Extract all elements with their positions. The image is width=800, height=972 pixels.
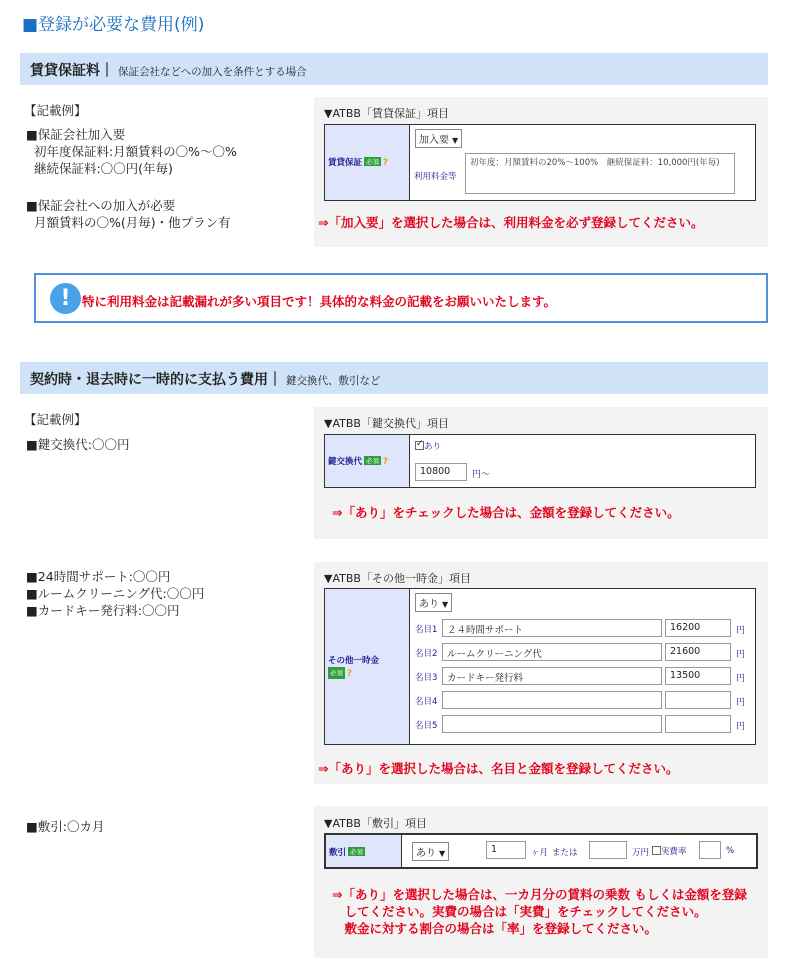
shikibiki-actual-label: 実費 [661, 847, 679, 857]
other-row-label: 名目2 [415, 649, 438, 659]
shikibiki-rate-input[interactable] [699, 841, 721, 859]
key-amount-unit: 円～ [472, 470, 491, 480]
shikibiki-or-text: または [552, 848, 578, 858]
atbb-guarantee-panel [314, 97, 768, 247]
other-row-yen-unit: 円 [736, 650, 746, 660]
other-row-yen-unit: 円 [736, 698, 746, 708]
atbb-other-panel [314, 562, 768, 784]
chevron-down-icon: ▼ [439, 849, 446, 858]
shikibiki-form [324, 833, 758, 869]
help-icon[interactable]: ? [383, 457, 388, 467]
page-title: ■登録が必要な費用(例) [22, 15, 205, 35]
shikibiki-select-value: あり [416, 848, 436, 859]
shikibiki-actual-checkbox[interactable] [652, 846, 661, 855]
shikibiki-label-text: 敷引 [329, 848, 347, 858]
panel-title: ▼ATBB「賃貸保証」項目 [324, 107, 449, 120]
example-bullets-guarantee-2: ■保証会社への加入が必要 月額賃料の〇%(月毎)・他プラン有 [26, 198, 231, 230]
section-header-guarantee [20, 53, 768, 85]
section-header-title: 賃貸保証料｜ [30, 63, 114, 79]
other-row-name-input[interactable] [442, 715, 662, 733]
section-header-title: 契約時・退去時に一時的に支払う費用｜ [30, 372, 282, 388]
guarantee-form [324, 124, 756, 201]
key-checkbox-label: あり [424, 442, 442, 452]
other-row-amount-input[interactable] [665, 691, 731, 709]
other-form [324, 588, 756, 745]
section-header-subtitle: 鍵交換代、敷引など [286, 375, 381, 387]
other-row-name-input[interactable]: ルームクリーニング代 [442, 643, 662, 661]
shikibiki-percent: % [726, 846, 735, 856]
example-bullet-shikibiki: ■敷引:〇カ月 [26, 819, 105, 834]
other-row-amount-input[interactable]: 16200 [665, 619, 731, 637]
panel-title: ▼ATBB「その他一時金」項目 [324, 572, 471, 585]
chevron-down-icon: ▼ [452, 136, 459, 145]
other-row-amount-input[interactable]: 13500 [665, 667, 731, 685]
shikibiki-form-label [326, 835, 402, 867]
shikibiki-rate-label: 率 [678, 847, 687, 857]
shikibiki-manyen-unit: 万円 [632, 848, 650, 858]
other-row-yen-unit: 円 [736, 674, 746, 684]
other-row-label: 名目1 [415, 625, 438, 635]
key-checkbox-wrap[interactable] [415, 440, 441, 452]
example-bullets-other: ■24時間サポート:〇〇円 ■ルームクリーニング代:〇〇円 ■カードキー発行料:〇〇円 [26, 569, 205, 618]
other-row-label: 名目5 [415, 721, 438, 731]
shikibiki-months-unit: ヶ月 [531, 848, 549, 858]
other-row-amount-input[interactable]: 21600 [665, 643, 731, 661]
example-label: 【記載例】 [24, 412, 87, 427]
atbb-shikibiki-panel [314, 806, 768, 958]
key-note: ⇒「あり」をチェックした場合は、金額を登録してください。 [332, 505, 680, 520]
guarantee-select[interactable] [415, 129, 462, 148]
other-row-label: 名目3 [415, 673, 438, 683]
help-icon[interactable]: ? [383, 158, 388, 168]
shikibiki-months-input[interactable]: 1 [486, 841, 526, 859]
key-checkbox[interactable] [415, 441, 424, 450]
alert-box [34, 273, 768, 323]
other-row-yen-unit: 円 [736, 722, 746, 732]
shikibiki-amount-input[interactable] [589, 841, 627, 859]
section-header-subtitle: 保証会社などへの加入を条件とする場合 [118, 66, 307, 78]
guarantee-label-text: 賃貸保証 [328, 158, 363, 168]
required-badge: 必須 [366, 457, 380, 465]
shikibiki-note: ⇒「あり」を選択した場合は、一カ月分の賃料の乗数 もしくは金額を登録 してください。実費の場合は「実費」をチェックしてください。 敷金に対する割合の場合は「率」を登録してください。 [332, 887, 747, 936]
shikibiki-select[interactable] [412, 842, 449, 861]
required-badge: 必須 [366, 158, 380, 166]
example-label: 【記載例】 [24, 103, 87, 118]
other-select[interactable] [415, 593, 452, 612]
chevron-down-icon: ▼ [442, 600, 449, 609]
other-form-label [325, 589, 410, 744]
required-badge: 必須 [330, 669, 343, 677]
other-note: ⇒「あり」を選択した場合は、名目と金額を登録してください。 [318, 761, 679, 776]
guarantee-select-value: 加入要 [419, 135, 449, 146]
example-bullets-guarantee-1: ■保証会社加入要 初年度保証料:月額賃料の〇%～〇% 継続保証料:〇〇円(年毎) [26, 127, 237, 176]
key-amount-input[interactable]: 10800 [415, 463, 467, 481]
panel-title: ▼ATBB「鍵交換代」項目 [324, 417, 449, 430]
example-bullet-key: ■鍵交換代:〇〇円 [26, 437, 130, 452]
shikibiki-actual-wrap[interactable] [652, 845, 687, 857]
other-row-name-input[interactable] [442, 691, 662, 709]
section-header-onetime [20, 362, 768, 394]
fee-textarea[interactable]: 初年度：月額賃料の20%～100% 継続保証料：10,000円(年毎) [465, 153, 735, 194]
help-icon[interactable]: ? [347, 669, 352, 679]
other-select-value: あり [419, 599, 439, 610]
panel-title: ▼ATBB「敷引」項目 [324, 817, 427, 830]
key-form [324, 434, 756, 488]
other-row-name-input[interactable]: カードキー発行料 [442, 667, 662, 685]
other-row-name-input[interactable]: ２４時間サポート [442, 619, 662, 637]
other-label-text: その他一時金 [328, 656, 380, 666]
fee-label: 利用料金等 [414, 172, 457, 182]
key-form-label [325, 435, 410, 487]
alert-text: 特に利用料金は記載漏れが多い項目です！具体的な料金の記載をお願いいたします。 [82, 294, 557, 309]
atbb-key-panel [314, 407, 768, 539]
required-badge: 必須 [350, 848, 364, 856]
other-row-label: 名目4 [415, 697, 438, 707]
guarantee-note: ⇒「加入要」を選択した場合は、利用料金を必ず登録してください。 [318, 215, 704, 230]
guarantee-form-label [325, 125, 410, 200]
key-label-text: 鍵交換代 [328, 457, 363, 467]
other-row-amount-input[interactable] [665, 715, 731, 733]
exclamation-icon: ! [50, 283, 81, 314]
other-row-yen-unit: 円 [736, 626, 746, 636]
